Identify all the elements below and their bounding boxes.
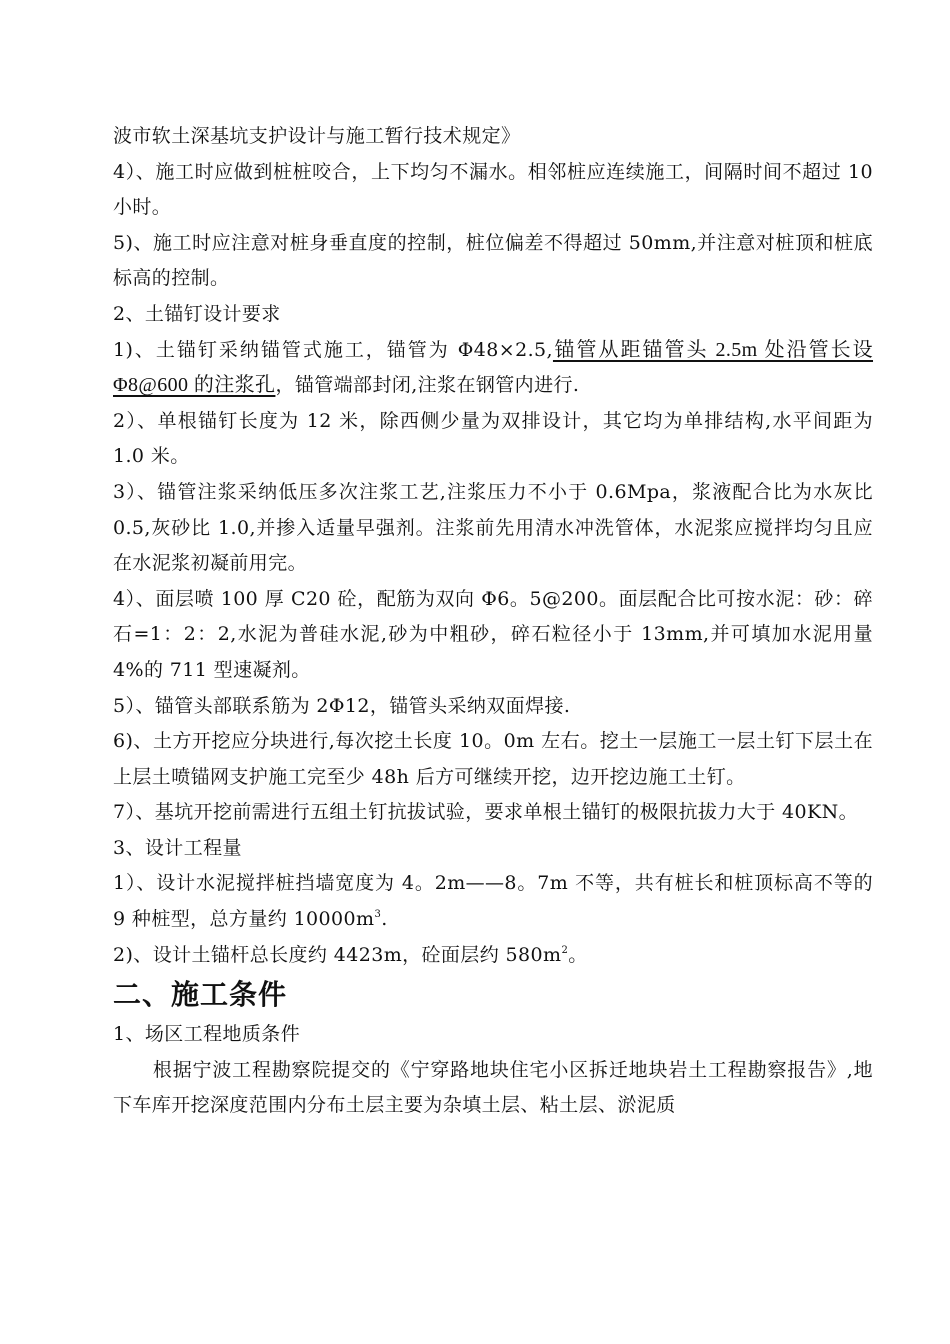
section-heading: 2、土锚钉设计要求 — [113, 302, 281, 325]
paragraph: 根据宁波工程勘察院提交的《宁穿路地块住宅小区拆迁地块岩土工程勘察报告》,地下车库开挖深度范围内分布土层主要为杂填土层、粘土层、淤泥质 — [113, 1058, 873, 1117]
text-run: 2)、设计土锚杆总长度约 4423m，砼面层约 580m — [113, 943, 562, 966]
text-run: 。 — [568, 943, 588, 966]
list-item: 4）、面层喷 100 厚 C20 砼，配筋为双向 Φ6。5@200。面层配合比可按水泥：砂：碎石=1：2：2,水泥为普硅水泥,砂为中粗砂，碎石粒径小于 13mm,并可填加水泥用量 4%的 711 型速凝剂。 — [113, 587, 873, 681]
list-item: 4）、施工时应做到桩桩咬合，上下均匀不漏水。相邻桩应连续施工，间隔时间不超过 10 小时。 — [113, 160, 873, 219]
text-run: . — [381, 908, 388, 931]
section-heading: 3、设计工程量 — [113, 836, 242, 859]
list-item — [113, 333, 873, 404]
text-line: 波市软土深基坑支护设计与施工暂行技术规定》 — [113, 125, 521, 147]
list-item: 7）、基坑开挖前需进行五组土钉抗拔试验，要求单根土锚钉的极限抗拔力大于 40KN。 — [113, 801, 859, 824]
list-item: 6)、土方开挖应分块进行,每次挖土长度 10。0m 左右。挖土一层施工一层土钉下层土在上层土喷锚网支护施工完至少 48h 后方可继续开挖，边开挖边施工土钉。 — [113, 730, 873, 788]
document-body — [113, 119, 873, 1124]
list-item: 3）、锚管注浆采纳低压多次注浆工艺,注浆压力不小于 0.6Mpa，浆液配合比为水灰比 0.5,灰砂比 1.0,并掺入适量早强剂。注浆前先用清水冲洗管体，水泥浆应搅拌均匀且应在水泥浆初凝前用完。 — [113, 480, 873, 575]
text-run: 1）、设计水泥搅拌桩挡墙宽度为 4。2m——8。7m 不等，共有桩长和桩顶标高不等的 9 种桩型，总方量约 10000m — [113, 872, 873, 931]
text-run: ，锚管端部封闭,注浆在钢管内进行. — [275, 374, 580, 397]
list-item — [113, 866, 873, 937]
list-item: 5)、施工时应注意对桩身垂直度的控制，桩位偏差不得超过 50mm,并注意对桩顶和桩底标高的控制。 — [113, 231, 873, 290]
list-item — [113, 938, 873, 974]
superscript: 2 — [561, 944, 569, 956]
list-item: 2）、单根锚钉长度为 12 米，除西侧少量为双排设计，其它均为单排结构,水平间距为 1.0 米。 — [113, 409, 873, 468]
section-heading: 1、场区工程地质条件 — [113, 1023, 301, 1046]
underlined-text: 锚管从距锚管头 2.5m 处沿管长设 Φ8@600 的注浆孔 — [113, 338, 874, 397]
chapter-heading: 二、施工条件 — [113, 978, 288, 1012]
text-run: 1)、土锚钉采纳锚管式施工，锚管为 Φ48×2.5, — [113, 338, 553, 361]
list-item: 5）、锚管头部联系筋为 2Φ12，锚管头采纳双面焊接. — [113, 694, 571, 717]
superscript: 3 — [374, 909, 382, 921]
